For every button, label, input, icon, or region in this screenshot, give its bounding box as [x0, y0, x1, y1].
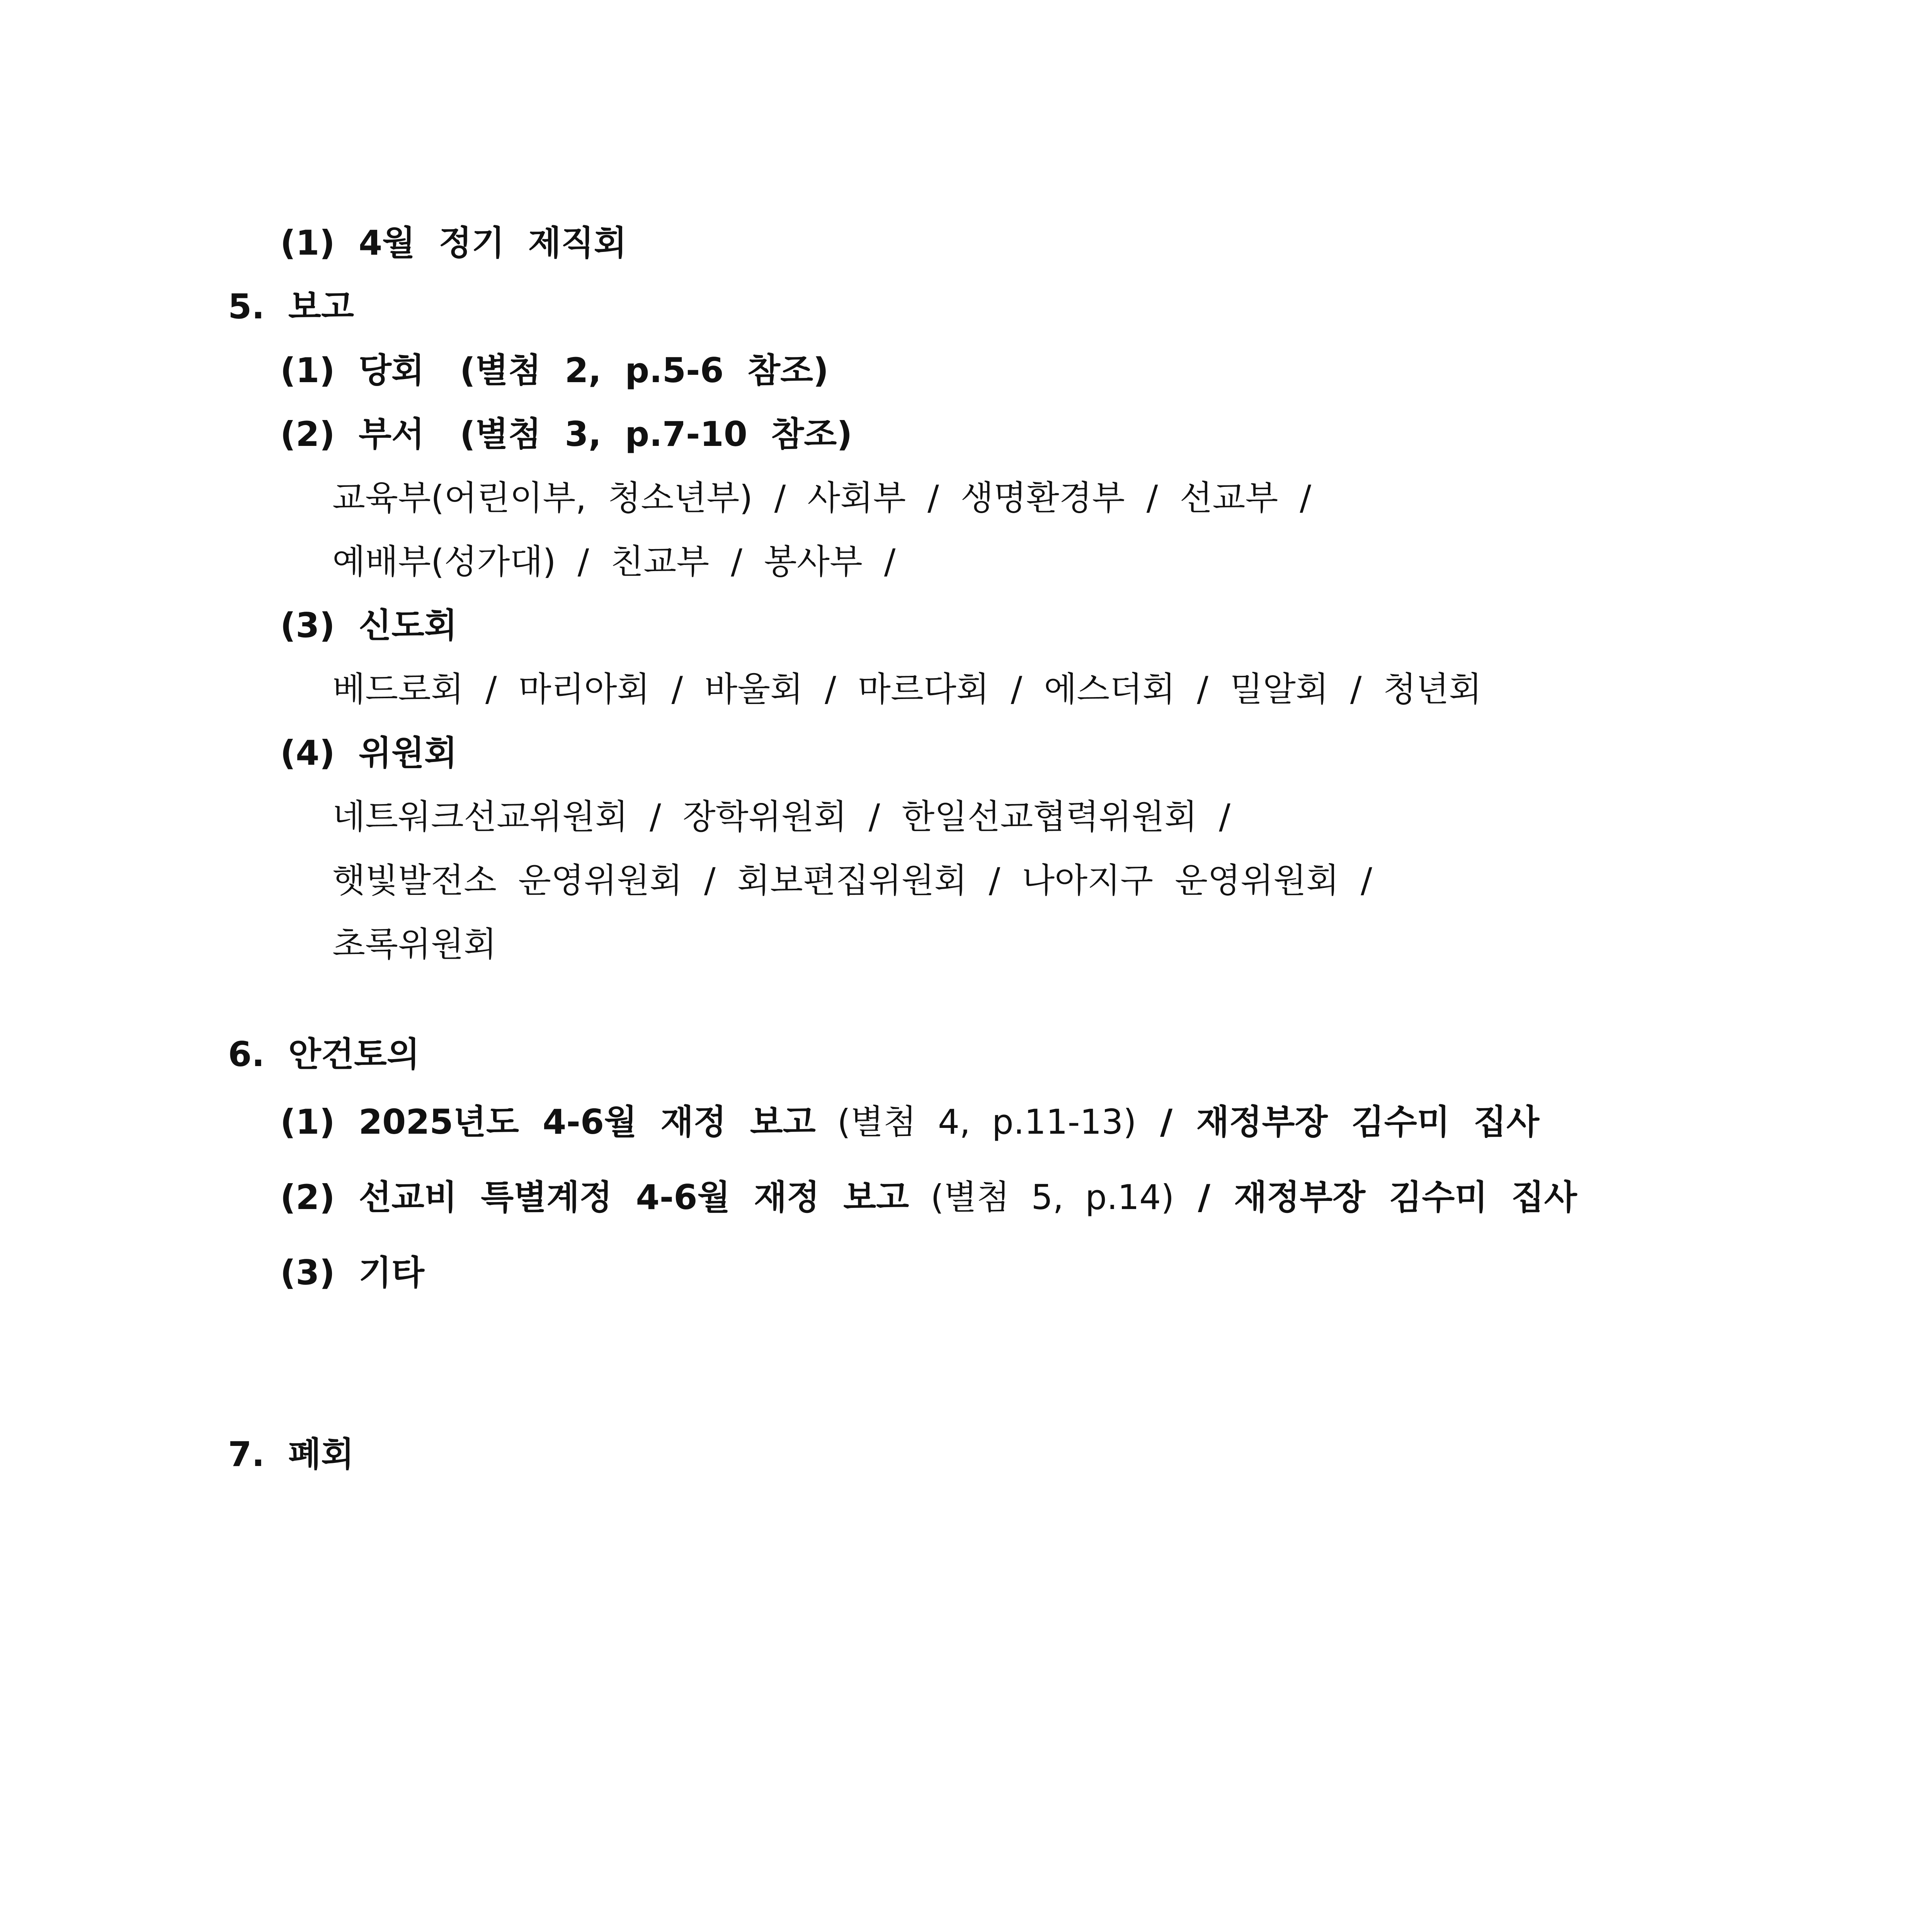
section-5-sub-2: (2) 부서 (별첨 3, p.7-10 참조) [280, 414, 853, 454]
section-5-sub-4: (4) 위원회 [280, 733, 457, 773]
departments-line-1: 교육부(어린이부, 청소년부) / 사회부 / 생명환경부 / 선교부 / [332, 478, 1311, 518]
finance-report-presenter: / 재정부장 김수미 집사 [1136, 1102, 1540, 1142]
section-5-sub-3: (3) 신도회 [280, 605, 457, 645]
fellowships-line: 베드로회 / 마리아회 / 바울회 / 마르다회 / 에스더회 / 밀알회 / 청년회 [332, 669, 1482, 709]
committees-line-2: 햇빛발전소 운영위원회 / 회보편집위원회 / 나아지구 운영위원회 / [332, 861, 1372, 900]
section-6-sub-1 [280, 1102, 1540, 1142]
mission-fund-report-title: (2) 선교비 특별계정 4-6월 재정 보고 [280, 1177, 909, 1217]
agenda-item-4-sub-1: (1) 4월 정기 제직회 [280, 223, 627, 263]
section-6-sub-2 [280, 1177, 1577, 1217]
committees-line-1: 네트워크선교위원회 / 장학위원회 / 한일선교협력위원회 / [332, 797, 1230, 837]
section-6-sub-3: (3) 기타 [280, 1253, 424, 1293]
finance-report-title: (1) 2025년도 4-6월 재정 보고 [280, 1102, 816, 1142]
departments-line-2: 예배부(성가대) / 친교부 / 봉사부 / [332, 542, 896, 582]
mission-fund-report-attachment: (별첨 5, p.14) [909, 1177, 1174, 1217]
section-7-heading: 7. 폐회 [228, 1434, 354, 1474]
committees-line-3: 초록위원회 [332, 924, 497, 964]
section-5-sub-1: (1) 당회 (별첨 2, p.5-6 참조) [280, 350, 829, 390]
section-6-heading: 6. 안건토의 [228, 1034, 420, 1074]
mission-fund-report-presenter: / 재정부장 김수미 집사 [1174, 1177, 1577, 1217]
finance-report-attachment: (별첨 4, p.11-13) [815, 1102, 1137, 1142]
section-5-heading: 5. 보고 [228, 287, 354, 327]
